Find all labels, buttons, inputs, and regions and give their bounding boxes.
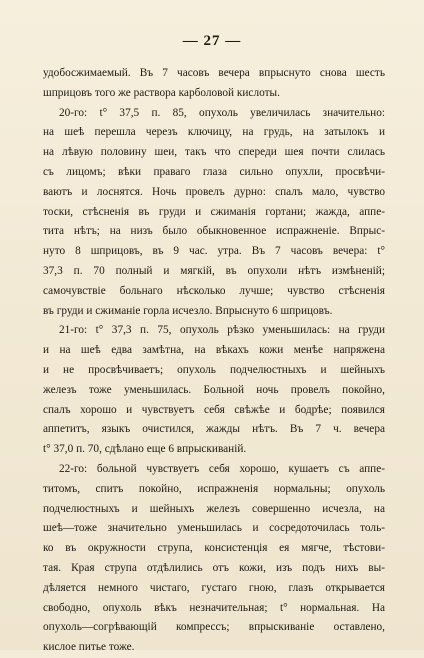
text-line: удобосжимаемый. Въ 7 часовъ вечера впрыснуто снова шесть [43, 67, 385, 79]
text-line: 37,3 п. 70 полный и мягкій, въ опухоли нѣтъ измѣненій; [43, 264, 385, 277]
text-line: нуто 8 шприцовъ, въ 9 час. утра. Въ 7 часовъ вечера: t° [43, 245, 385, 258]
text-line: ваютъ и лоснятся. Ночь провелъ дурно: спалъ мало, чувство [43, 185, 385, 198]
text-line: 20-го: t° 37,5 п. 85, опухоль увеличилась значительно: [59, 106, 385, 119]
text-line: дѣляется немного чистаго, густаго гною, глазъ открывается [43, 581, 385, 594]
text-line: шеѣ—тоже значительно уменьшилась и сосредоточилась толь- [43, 522, 385, 535]
text-line: тита нѣтъ; на низъ было обыкновенное испражненіе. Впрыс- [43, 225, 385, 238]
text-line: железъ тоже уменьшилась. Больной ночь провелъ покойно, [43, 383, 385, 396]
text-line: и на шеѣ едва замѣтна, на вѣкахъ кожи менѣе напряжена [43, 344, 385, 357]
text-line: на лѣвую половину шеи, такъ что спереди шея почти слилась [43, 146, 385, 159]
text-line: тая. Края струпа отдѣлились отъ кожи, изъ подъ нихъ вы- [43, 561, 385, 574]
text-line: кислое питье тоже. [43, 641, 135, 654]
text-line: аппетитъ, языкъ очистился, жажды нѣтъ. Въ 7 ч. вечера [43, 423, 385, 436]
text-line: 21-го: t° 37,3 п. 75, опухоль рѣзко уменьшилась: на груди [59, 324, 385, 337]
text-line: самочувствіе больнаго нѣсколько лучше; чувство стѣсненія [43, 284, 385, 297]
text-line: съ лицомъ; вѣки праваго глаза сильно опухли, просвѣчи- [43, 165, 385, 178]
text-line: t° 37,0 п. 70, сдѣлано еще 6 впрыскиваній. [43, 443, 247, 456]
text-line: опухоль—согрѣвающій компрессъ; впрыскиваніе оставлено, [43, 621, 385, 634]
text-line: 22-го: больной чувствуетъ себя хорошо, кушаетъ съ аппе- [59, 462, 385, 475]
text-line: титомъ, спитъ покойно, испражненія нормальны; опухоль [43, 482, 385, 495]
page-number: — 27 — [182, 33, 242, 49]
text-line: ко въ окружности струпа, консистенція ея мягче, тѣстови- [43, 542, 385, 555]
body-text [43, 64, 385, 658]
text-line: тоски, стѣсненія въ груди и сжиманія гортани; жажда, аппе- [43, 205, 385, 218]
text-line: на шеѣ перешла черезъ ключицу, на грудь, на затылокъ и [43, 126, 385, 139]
text-line: шприцовъ того же раствора карболовой кислоты. [43, 86, 280, 99]
text-line: спалъ хорошо и чувствуетъ себя свѣжѣе и бодрѣе; появился [43, 403, 385, 416]
text-line: и не просвѣчиваетъ; опухоль подчелюстныхъ и шейныхъ [43, 363, 385, 376]
text-line: свободно, опухоль вѣкъ незначительная; t° нормальная. На [43, 601, 385, 614]
text-line: въ груди и сжиманіе горла исчезло. Впрыснуто 6 шприцовъ. [43, 304, 333, 317]
text-line: подчелюстныхъ и шейныхъ железъ совершенно исчезла, на [43, 502, 385, 515]
